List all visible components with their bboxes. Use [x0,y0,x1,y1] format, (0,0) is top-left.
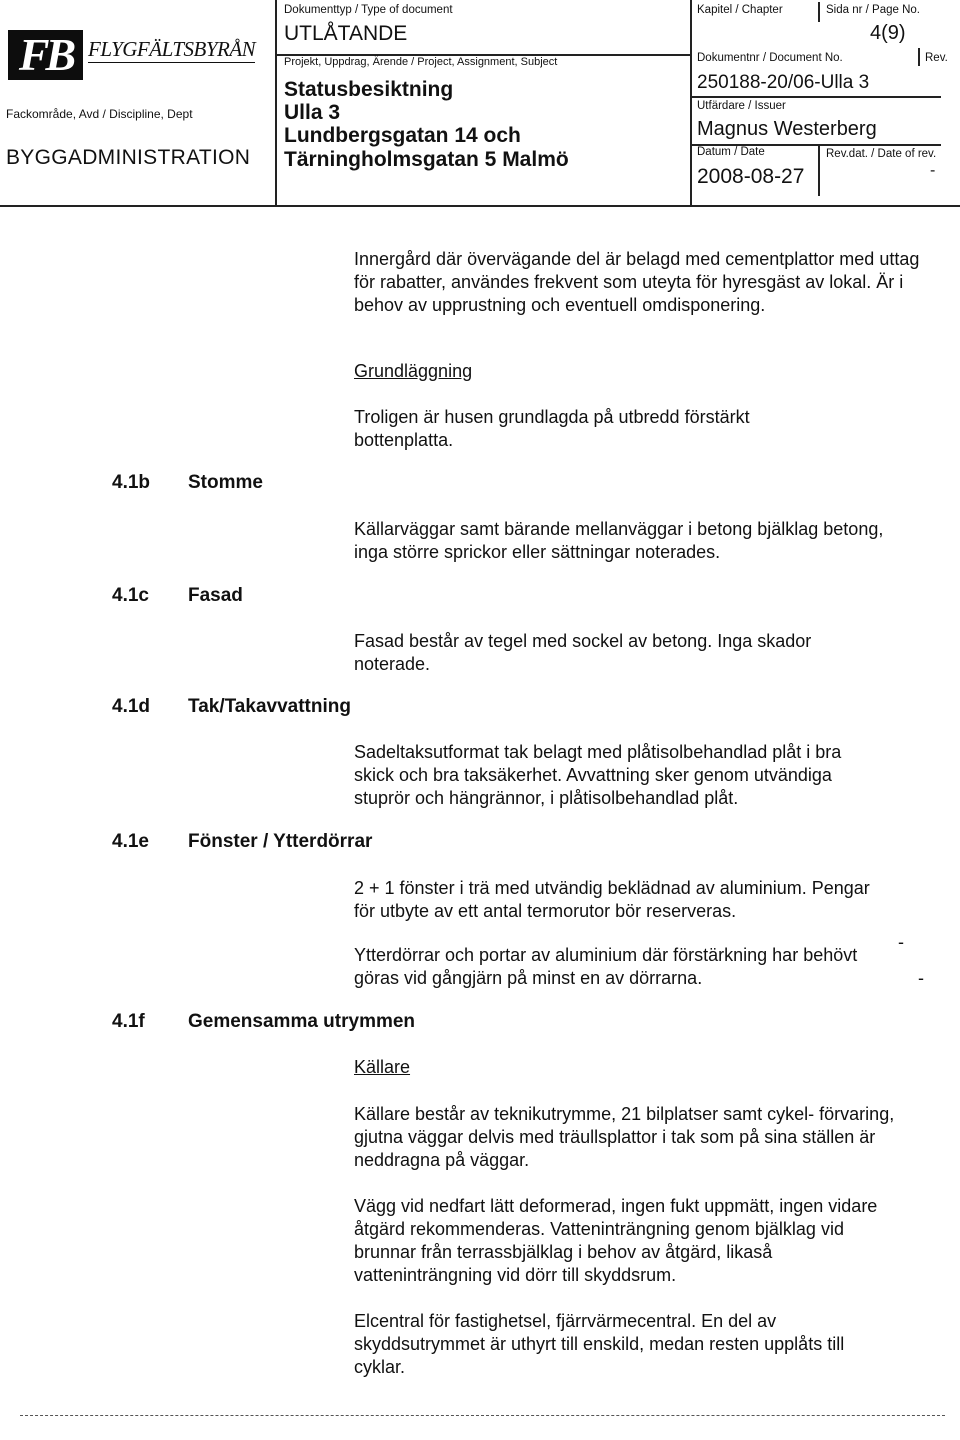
doctype: UTLÅTANDE [284,22,408,45]
header-divider [818,2,820,22]
project-line: Statusbesiktning [284,78,454,101]
header-divider [818,144,820,196]
stomme-paragraph: Källarväggar samt bärande mellanväggar i betong bjälklag betong, inga större sprickor eller sättningar noterades. [354,519,884,562]
page-label: Sida nr / Page No. [826,4,920,16]
section-number: 4.1d [112,696,151,717]
department: BYGGADMINISTRATION [6,146,251,169]
subheading-kallare: Källare [354,1057,411,1077]
header-divider [690,0,692,205]
intro-paragraph: Innergård där övervägande del är belagd med cementplattor med uttag för rabatter, användes frekvent som uteyta för hyresgäst av lokal. Är i behov av upprustning och eventuell omdisponering. [354,249,920,315]
margin-dash: - [918,968,924,988]
chapter-label: Kapitel / Chapter [697,4,783,16]
section-number: 4.1f [112,1011,145,1032]
section-number: 4.1e [112,831,149,852]
kallare-paragraph: Vägg vid nedfart lätt deformerad, ingen fukt uppmätt, ingen vidare åtgärd rekommenderas. Vatteninträngning genom bjälklag vid brunnar från terrassbjälklag i behov av åtgärd, likaså vatteninträngning vid dörr till skyddsrum. [354,1196,878,1285]
kallare-paragraph: Elcentral för fastighetsel, fjärrvärmecentral. En del av skyddsutrymmet är uthyrt till enskild, medan resten upplåts till cyklar. [354,1311,845,1377]
issuer: Magnus Westerberg [697,118,877,140]
project-line: Lundbergsgatan 14 och [284,124,521,147]
ytterdorrar-paragraph: Ytterdörrar och portar av aluminium där förstärkning har behövt göras vid gångjärn på minst en av dörrarna. [354,945,858,988]
page-number: 4(9) [870,22,906,44]
logo-mark: FB [8,30,83,80]
doctype-label: Dokumenttyp / Type of document [284,4,453,16]
revision-label: Rev. [925,52,948,64]
section-title: Tak/Takavvattning [188,696,351,717]
fasad-paragraph: Fasad består av tegel med sockel av betong. Inga skador noterade. [354,631,812,674]
section-number: 4.1b [112,472,151,493]
company-logo [8,30,263,80]
fonster-paragraph: 2 + 1 fönster i trä med utvändig beklädnad av aluminium. Pengar för utbyte av ett antal termorutor bör reserveras. [354,878,870,921]
tak-paragraph: Sadeltaksutformat tak belagt med plåtisolbehandlad plåt i bra skick och bra taksäkerhet. Avvattning sker genom utvändiga stuprör och hängrännor, i plåtisolbehandlad plåt. [354,742,842,808]
kallare-paragraph: Källare består av teknikutrymme, 21 bilplatser samt cykel- förvaring, gjutna väggar delvis med träullsplattor i tak som på sina ställen är neddragna på väggar. [354,1104,895,1170]
date: 2008-08-27 [697,165,805,188]
header-bottom-rule [0,205,960,207]
document-number-label: Dokumentnr / Document No. [697,52,843,64]
revision-date-label: Rev.dat. / Date of rev. [826,148,937,160]
section-title: Gemensamma utrymmen [188,1011,416,1032]
section-title: Fasad [188,585,243,606]
header-divider [275,0,277,205]
section-number: 4.1c [112,585,149,606]
discipline-label: Fackområde, Avd / Discipline, Dept [6,107,193,121]
date-label: Datum / Date [697,146,765,158]
issuer-label: Utfärdare / Issuer [697,100,786,112]
margin-dash: - [898,932,904,952]
header-divider [691,96,941,98]
project-line: Tärningholmsgatan 5 Malmö [284,148,569,171]
section-title: Stomme [188,472,263,493]
revision-date: - [930,162,936,179]
header-divider [918,48,920,66]
document-number: 250188-20/06-Ulla 3 [697,72,870,93]
grundlaggning-paragraph: Troligen är husen grundlagda på utbredd förstärkt bottenplatta. [354,407,750,450]
logo-name: FLYGFÄLTSBYRÅN [88,37,256,61]
project-label: Projekt, Uppdrag, Ärende / Project, Assignment, Subject [284,56,558,68]
subheading-grundlaggning: Grundläggning [354,361,473,381]
section-title: Fönster / Ytterdörrar [188,831,373,852]
footer-rule [20,1415,945,1417]
document-header [0,0,960,205]
project-line: Ulla 3 [284,101,341,124]
